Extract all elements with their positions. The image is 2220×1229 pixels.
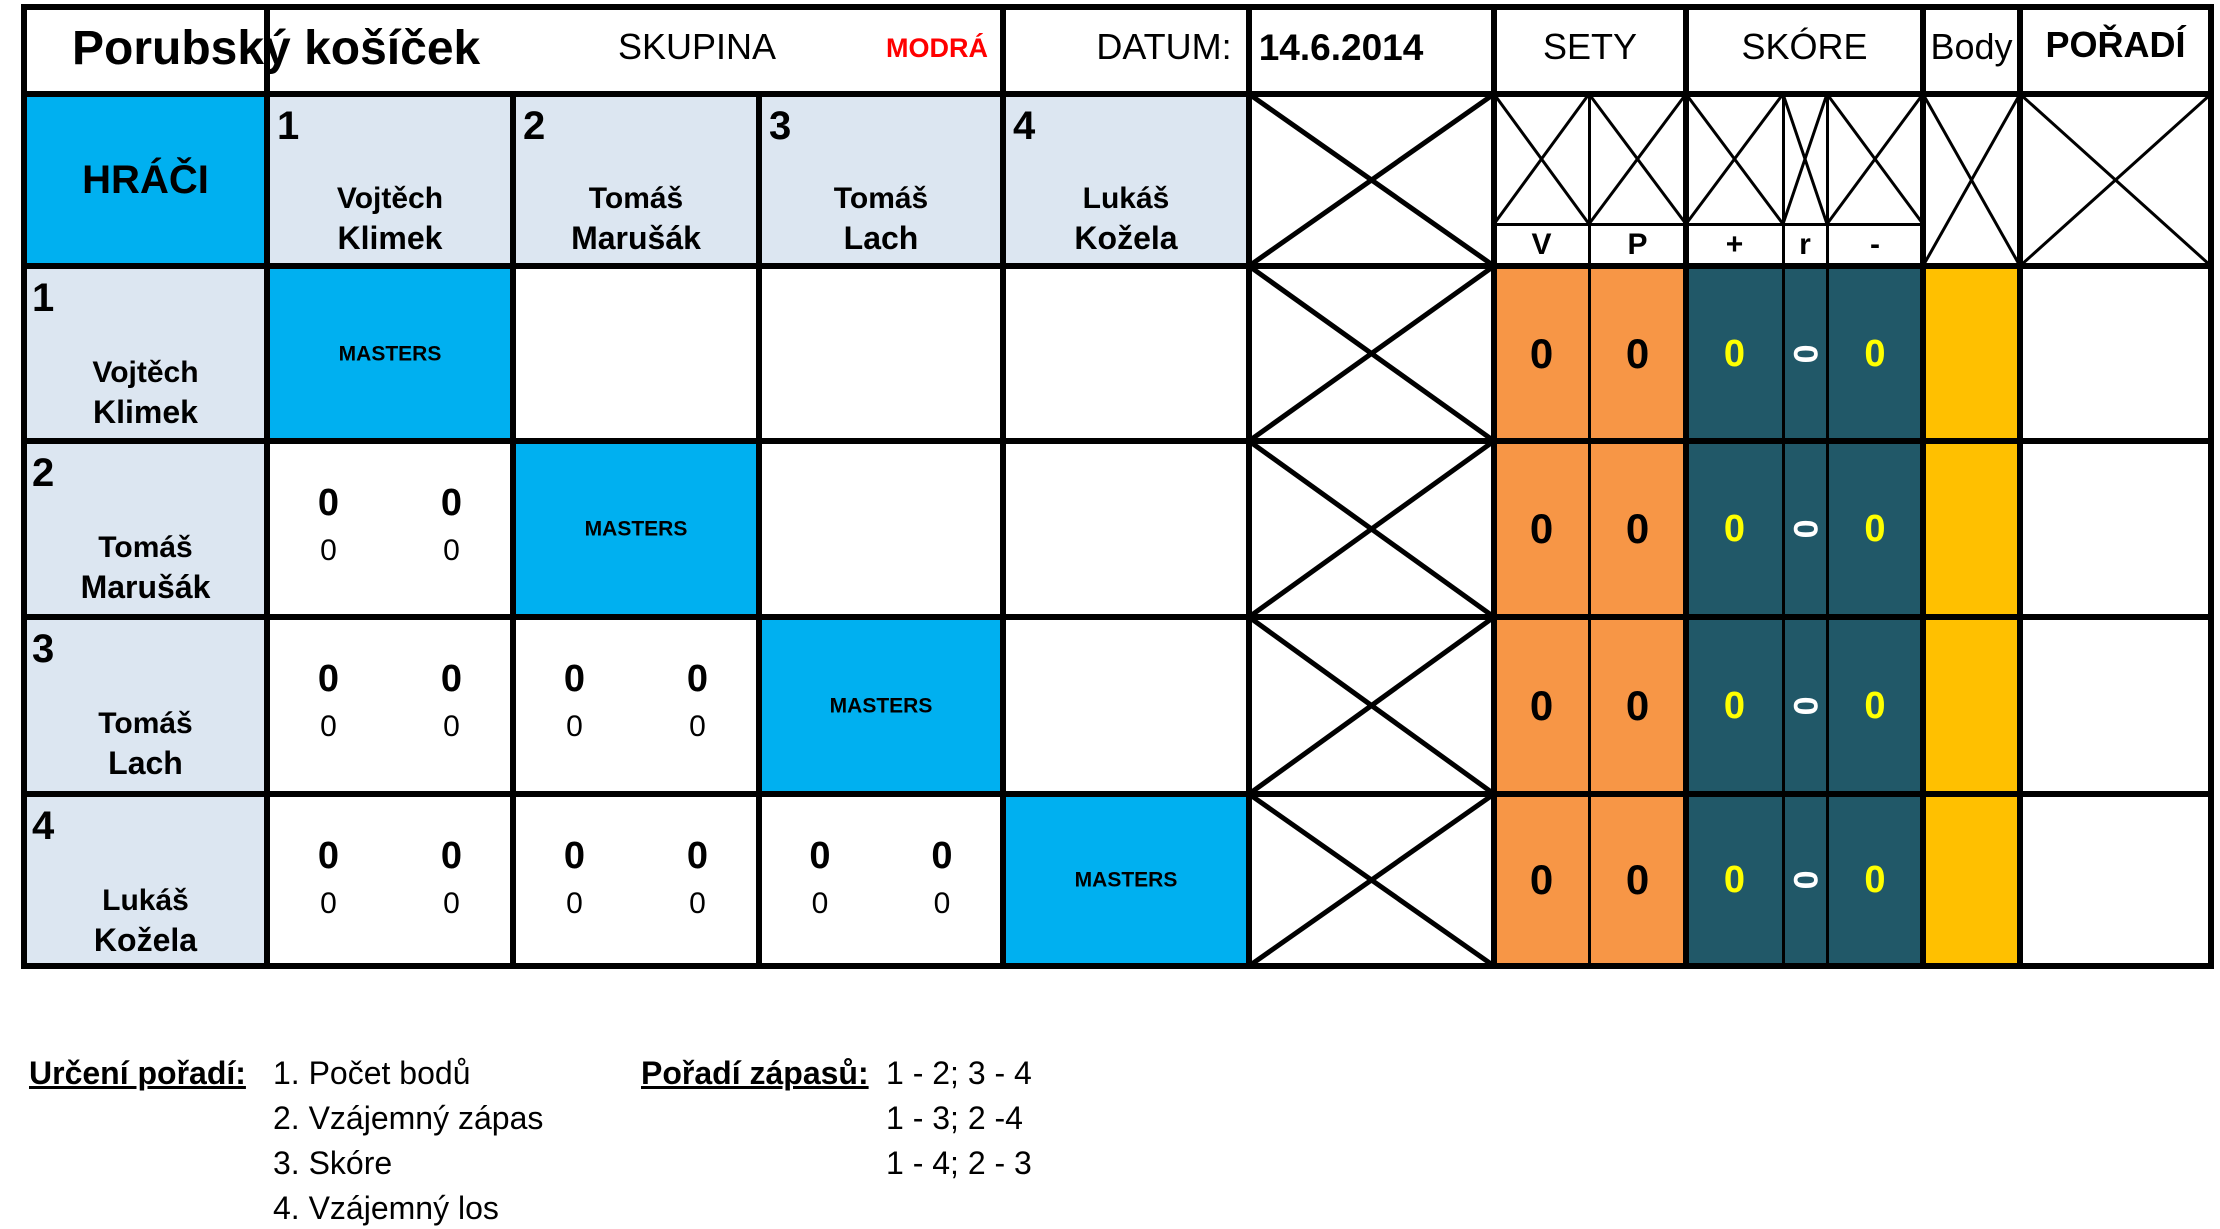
match-score-big: 0 [317,835,340,877]
match-score-small: 0 [811,887,829,920]
sets-lost: 0 [1625,329,1650,377]
grid-line [2208,7,2214,966]
sub-header-minus: - [1870,228,1880,261]
grid-line [1683,7,1689,966]
sets-won: 0 [1529,681,1554,729]
row-first-name: Tomáš [98,707,193,740]
sheet-title: Porubský košíček [72,22,481,75]
column-number: 1 [277,104,300,148]
match-score-big: 0 [563,658,586,700]
match-score-small: 0 [689,887,706,920]
masters-label: MASTERS [338,342,442,365]
header-cross-mark [1686,94,1783,224]
column-last-name: Lach [843,220,919,256]
match-score-big: 0 [317,658,340,700]
masters-label: MASTERS [1074,868,1178,892]
rank-label: POŘADÍ [2045,24,2186,65]
grid-line [21,791,2214,797]
sets-won: 0 [1529,505,1554,552]
grid-line [21,4,2214,10]
header-cross-mark [1494,94,1589,224]
row-first-name: Lukáš [102,884,189,917]
match-score-small: 0 [443,710,460,743]
score-ratio: 0 [1786,696,1824,715]
sets-lost: 0 [1625,505,1650,552]
row-last-name: Kožela [93,922,198,958]
ranking-rule-item: 2. Vzájemný zápas [273,1100,544,1136]
grid-line [2017,7,2023,966]
sub-header-lost: P [1627,228,1648,261]
match-score-big: 0 [809,835,831,877]
ranking-rule-item: 1. Počet bodů [273,1055,471,1091]
match-score-big: 0 [440,482,463,524]
cross-mark [1249,794,1494,966]
score-minus: 0 [1864,508,1886,550]
grid-line [1000,7,1006,94]
match-score-small: 0 [320,887,337,920]
match-score-small: 0 [443,887,460,920]
match-score-big: 0 [317,482,340,524]
row-last-name: Lach [108,745,183,781]
sets-won: 0 [1529,856,1554,903]
column-last-name: Klimek [337,220,443,256]
match-score-small: 0 [566,887,583,920]
column-number: 2 [523,104,546,148]
match-score-big: 0 [686,658,709,700]
score-plus: 0 [1723,508,1746,550]
match-score-big: 0 [440,835,463,877]
row-first-name: Vojtěch [92,356,199,389]
row-number: 2 [32,451,55,495]
row-first-name: Tomáš [98,531,193,564]
match-order-item: 1 - 4; 2 - 3 [886,1145,1032,1181]
row-last-name: Marušák [80,569,211,605]
row-last-name: Klimek [93,394,198,430]
score-ratio: 0 [1786,519,1824,539]
header-cross-mark [1827,94,1923,224]
grid-line [1782,94,1785,966]
score-plus: 0 [1723,332,1746,375]
score-plus: 0 [1723,684,1746,727]
grid-line [264,7,270,966]
ranking-rule-item: 4. Vzájemný los [273,1190,499,1226]
header-cross-mark [2020,94,2211,266]
ranking-rules-label: Určení pořadí: [29,1055,246,1091]
match-order-item: 1 - 3; 2 -4 [886,1100,1023,1136]
match-order-label: Pořadí zápasů: [641,1055,869,1091]
column-first-name: Tomáš [833,182,929,215]
grid-line [1588,94,1591,966]
match-score-big: 0 [931,835,953,877]
column-first-name: Lukáš [1082,182,1170,215]
grid-line [21,7,27,966]
sets-label: SETY [1542,26,1638,67]
group-value: MODRÁ [886,33,988,63]
match-score-small: 0 [443,534,460,567]
match-score-small: 0 [933,887,951,920]
ranking-rule-item: 3. Skóre [273,1145,393,1181]
grid-line [1494,223,1923,226]
grid-line [756,94,762,966]
cross-mark [1249,617,1494,794]
grid-line [21,438,2214,444]
column-last-name: Kožela [1074,220,1178,256]
match-score-big: 0 [686,835,709,877]
grid-line [21,963,2214,969]
score-label: SKÓRE [1741,26,1868,67]
group-label: SKUPINA [617,26,777,67]
match-score-small: 0 [689,710,706,743]
column-last-name: Marušák [571,220,701,256]
match-score-big: 0 [440,658,463,700]
grid-line [510,94,516,966]
sub-header-plus: + [1725,228,1744,261]
masters-label: MASTERS [829,694,933,717]
column-first-name: Tomáš [588,182,684,215]
cross-mark [1249,94,1494,266]
column-number: 4 [1013,104,1036,148]
match-order-item: 1 - 2; 3 - 4 [886,1055,1032,1091]
match-score-small: 0 [320,710,337,743]
column-number: 3 [769,104,792,148]
score-ratio: 0 [1786,870,1824,890]
score-plus: 0 [1723,859,1746,901]
cross-mark [1249,441,1494,617]
cross-mark [1249,266,1494,441]
grid-line [1826,94,1829,966]
score-minus: 0 [1864,332,1886,375]
header-cross-mark [1923,94,2020,266]
grid-line [1491,7,1497,966]
score-minus: 0 [1864,859,1886,901]
masters-label: MASTERS [584,517,688,541]
sub-header-won: V [1531,228,1552,261]
score-ratio: 0 [1786,344,1824,363]
match-score-small: 0 [566,710,583,743]
row-number: 1 [32,276,55,320]
grid-line [21,263,2214,269]
row-number: 4 [32,804,55,848]
players-label: HRÁČI [82,158,209,202]
date-label: DATUM: [1096,26,1232,67]
column-first-name: Vojtěch [336,182,444,215]
sub-header-ratio: r [1799,228,1811,261]
grid-line [21,614,2214,620]
date-value: 14.6.2014 [1258,27,1424,68]
sets-lost: 0 [1625,681,1650,729]
grid-line [1920,7,1926,966]
row-number: 3 [32,627,55,671]
sets-won: 0 [1529,329,1554,377]
header-cross-mark [1783,94,1827,224]
points-label: Body [1930,26,2013,67]
grid-line [1246,7,1252,966]
grid-line [1000,94,1006,966]
match-score-big: 0 [563,835,586,877]
grid-line [21,91,2214,97]
sets-lost: 0 [1625,856,1650,903]
header-cross-mark [1589,94,1686,224]
score-minus: 0 [1864,684,1886,727]
match-score-small: 0 [320,534,337,567]
